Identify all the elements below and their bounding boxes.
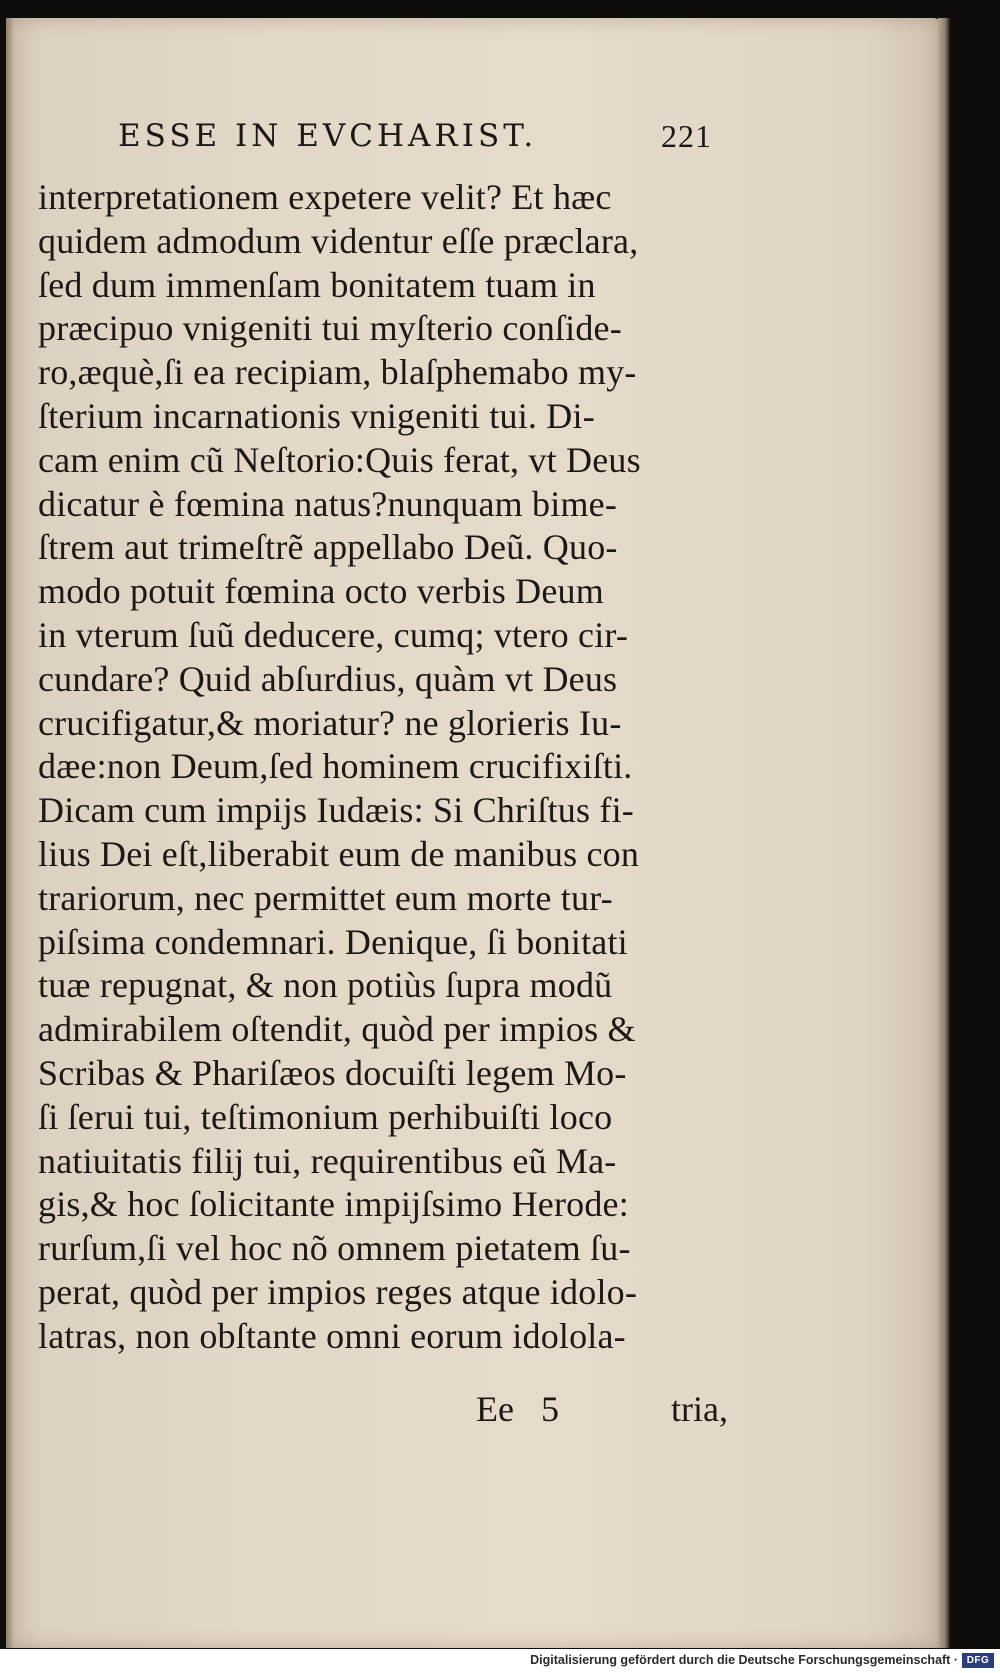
- page-binding-shadow: [6, 18, 14, 1648]
- text-line: trariorum, nec permittet eum morte tur-: [38, 877, 613, 918]
- catchword: tria,: [671, 1389, 728, 1429]
- text-line: ſtrem aut trimeſtrẽ appellabo Deũ. Quo-: [38, 527, 618, 568]
- text-line: Dicam cum impijs Iudæis: Si Chriſtus fi-: [38, 790, 634, 831]
- text-line: cundare? Quid abſurdius, quàm vt Deus: [38, 658, 618, 699]
- text-line: lius Dei eſt,liberabit eum de manibus con: [38, 833, 640, 874]
- text-line: crucifigatur,& moriatur? ne glorieris Iu-: [38, 702, 622, 743]
- text-line: in vterum ſuũ deducere, cumq; vtero cir-: [38, 614, 629, 655]
- text-line: cam enim cũ Neſtorio:Quis ferat, vt Deus: [38, 439, 641, 480]
- text-line: natiuitatis filij tui, requirentibus eũ Ma-: [38, 1140, 617, 1181]
- text-line: tuæ repugnat, & non potiùs ſupra modũ: [38, 965, 613, 1006]
- text-line: admirabilem oſtendit, quòd per impios &: [38, 1009, 636, 1050]
- text-line: ſed dum immenſam bonitatem tuam in: [38, 264, 596, 305]
- text-line: ſi ſerui tui, teſtimonium perhibuiſti loco: [38, 1096, 613, 1137]
- text-line: rurſum,ſi vel hoc nõ omnem pietatem ſu-: [38, 1228, 631, 1269]
- text-line: ſterium incarnationis vnigeniti tui. Di-: [38, 395, 595, 436]
- text-line: dæe:non Deum,ſed hominem crucifixiſti.: [38, 746, 633, 787]
- page-footer: [476, 1388, 728, 1438]
- text-line: præcipuo vnigeniti tui myſterio conſide-: [38, 308, 622, 349]
- text-line: piſsima condemnari. Denique, ſi bonitati: [38, 921, 628, 962]
- page-fore-edge: [938, 18, 950, 1648]
- book-page: [6, 18, 940, 1648]
- text-line: dicatur è fœmina natus?nunquam bime-: [38, 483, 618, 524]
- text-line: latras, non obſtante omni eorum idolola-: [38, 1315, 626, 1356]
- credit-strip: [0, 1649, 1000, 1673]
- text-line: perat, quòd per impios reges atque idolo-: [38, 1271, 638, 1312]
- text-line: Scribas & Phariſæos docuiſti legem Mo-: [38, 1052, 627, 1093]
- text-line: gis,& hoc ſolicitante impijſsimo Herode:: [38, 1184, 629, 1225]
- running-title: ESSE IN EVCHARIST.: [118, 118, 538, 154]
- dfg-logo: DFG: [962, 1653, 994, 1668]
- text-line: quidem admodum videntur eſſe præclara,: [38, 220, 639, 261]
- body-text: [38, 176, 718, 1359]
- running-head: [118, 118, 712, 166]
- text-line: ro,æquè,ſi ea recipiam, blaſphemabo my-: [38, 352, 637, 393]
- page-number: 221: [661, 118, 712, 154]
- signature-mark: Ee 5: [476, 1389, 559, 1429]
- text-line: modo potuit fœmina octo verbis Deum: [38, 571, 604, 612]
- text-line: interpretationem expetere velit? Et hæc: [38, 177, 612, 217]
- credit-text: Digitalisierung gefördert durch die Deutsche Forschungsgemeinschaft ·: [530, 1653, 958, 1667]
